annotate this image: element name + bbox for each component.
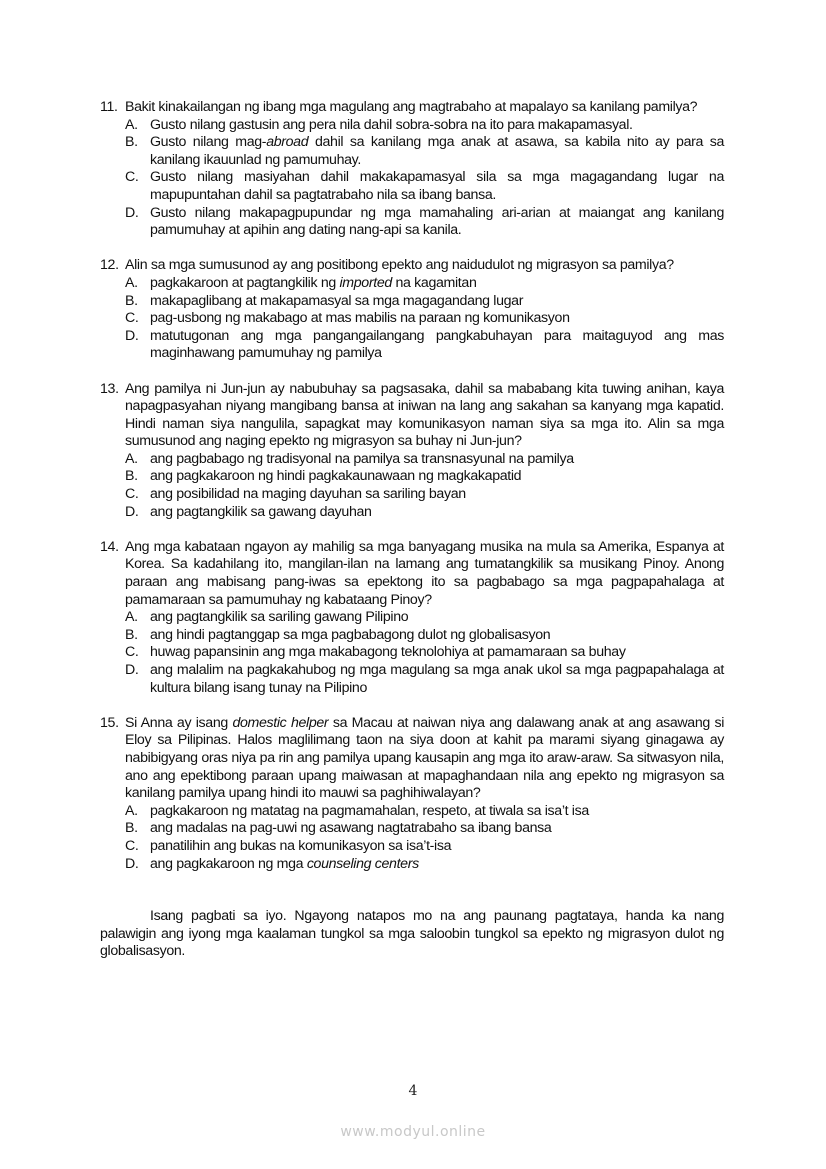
option-text-tail: na kagamitan (391, 274, 477, 291)
option-text: ang pagbabago ng tradisyonal na pamilya sa transnasyunal na pamilya (150, 450, 574, 467)
option-text: panatilihin ang bukas na komunikasyon sa isa’t-isa (150, 837, 452, 854)
option-text: ang pagkakaroon ng mga (150, 855, 307, 872)
option-text-tail: dahil sa kanilang mga anak at asawa, sa kabila nito ay para sa kanilang ikauunlad ng pamumuhay. (150, 134, 724, 168)
option-text: ang hindi pagtanggap sa mga pagbabagong dulot ng globalisasyon (150, 626, 551, 643)
option-a (125, 275, 724, 293)
option-text: ang pagkakaroon ng hindi pagkakaunawaan ng magkakapatid (150, 468, 522, 485)
option-a (125, 803, 724, 821)
question-12 (100, 257, 724, 363)
option-a (125, 117, 724, 135)
question-stem: Ang pamilya ni Jun-jun ay nabubuhay sa pagsasaka, dahil sa mababang kita tuwing anihan, kaya napagpasyahan niyang mangibang bansa at iniwan na lang ang sakahan sa kanyang mga kapatid. Hindi naman siya nangulila, sapagkat may komunikasyon naman siya sa mga ito. Alin sa mga sumusunod ang naging epekto ng migrasyon sa buhay ni Jun-jun? (125, 380, 724, 450)
option-text: ang pagtangkilik sa gawang dayuhan (150, 503, 372, 520)
option-letter: A. (125, 450, 138, 467)
question-number: 13. (100, 380, 119, 397)
option-text: pagkakaroon ng matatag na pagmamahalan, respeto, at tiwala sa isa’t isa (150, 802, 589, 819)
option-emphasis: abroad (266, 134, 309, 151)
option-d (125, 504, 724, 522)
option-c (125, 310, 724, 328)
option-letter: C. (125, 837, 139, 854)
option-letter: B. (125, 468, 138, 485)
option-text: pagkakaroon at pagtangkilik ng (150, 274, 340, 291)
option-letter: D. (125, 327, 139, 344)
option-d (125, 205, 724, 240)
question-11 (100, 99, 724, 240)
option-d (125, 856, 724, 874)
option-letter: B. (125, 626, 138, 643)
question-stem (125, 715, 724, 803)
option-letter: A. (125, 116, 138, 133)
question-15 (100, 715, 724, 873)
option-emphasis: counseling centers (306, 855, 419, 872)
option-a (125, 451, 724, 469)
option-letter: A. (125, 802, 138, 819)
option-d (125, 662, 724, 697)
option-b (125, 134, 724, 169)
option-d (125, 328, 724, 363)
option-letter: C. (125, 644, 139, 661)
option-text: ang malalim na pagkakahubog ng mga magulang sa mga anak ukol sa mga pagpapahalaga at kultura bilang isang tunay na Pilipino (150, 662, 724, 696)
option-a (125, 609, 724, 627)
option-c (125, 644, 724, 662)
option-letter: A. (125, 274, 138, 291)
option-text: makapaglibang at makapamasyal sa mga magagandang lugar (150, 292, 524, 309)
question-14 (100, 539, 724, 697)
question-stem: Ang mga kabataan ngayon ay mahilig sa mga banyagang musika na mula sa Amerika, Espanya at Korea. Sa kadahilang ito, mangilan-ilan na lamang ang tumatangkilik sa musikang Pinoy. Anong paraan ang mabisang pang-iwas sa epektong ito sa pagbabago sa mga pagpapahalaga at pamamaraan sa pamumuhay ng kabataang Pinoy? (125, 538, 724, 608)
stem-text: Si Anna ay isang (125, 714, 233, 731)
option-letter: A. (125, 609, 138, 626)
question-number: 11. (100, 99, 118, 115)
page-number: 4 (408, 1083, 418, 1099)
option-letter: B. (125, 292, 138, 309)
option-emphasis: imported (339, 274, 392, 291)
option-letter: C. (125, 486, 139, 503)
question-number: 14. (100, 538, 119, 555)
option-text: ang madalas na pag-uwi ng asawang nagtatrabaho sa ibang bansa (150, 820, 552, 837)
option-c (125, 169, 724, 204)
option-b (125, 468, 724, 486)
option-c (125, 838, 724, 856)
option-letter: D. (125, 662, 139, 678)
option-letter: B. (125, 134, 138, 151)
stem-text-tail: sa Macau at naiwan niya ang dalawang anak at ang asawang si Eloy sa Pilipinas. Halos maglilimang taon na siya doon at kahit pa marami siyang ginagawa ay nabibigyang oras niya pa rin ang pamilya upang kausapin ang mga ito araw-araw. Sa sitwasyon nila, ano ang epektibong paraan upang maiwasan at mapaghandaan nila ang epekto ng migrasyon sa kanilang pamilya upang hindi ito mauwi sa paghihiwalayan? (125, 714, 724, 802)
option-text: pag-usbong ng makabago at mas mabilis na paraan ng komunikasyon (150, 310, 570, 327)
option-letter: D. (125, 503, 139, 520)
stem-emphasis: domestic helper (232, 714, 329, 731)
option-letter: D. (125, 204, 139, 221)
option-text: Gusto nilang makapagpupundar ng mga mamahaling ari-arian at maiangat ang kanilang pamumuhay at apihin ang dating nang-api sa kanila. (150, 204, 724, 239)
option-text: matutugonan ang mga pangangailangang pangkabuhayan para maitaguyod ang mas maginhawang pamumuhay ng pamilya (150, 327, 724, 362)
option-text: huwag papansinin ang mga makabagong teknolohiya at pamamaraan sa buhay (150, 644, 626, 661)
option-text: ang posibilidad na maging dayuhan sa sariling bayan (150, 486, 466, 503)
question-stem: Alin sa mga sumusunod ay ang positibong epekto ang naidudulot ng migrasyon sa pamilya? (125, 257, 674, 274)
question-number: 12. (100, 257, 119, 274)
option-text: ang pagtangkilik sa sariling gawang Pilipino (150, 609, 409, 626)
document-page (100, 99, 724, 961)
option-b (125, 627, 724, 645)
option-letter: B. (125, 820, 138, 837)
question-13 (100, 381, 724, 522)
question-stem: Bakit kinakailangan ng ibang mga magulang ang magtrabaho at mapalayo sa kanilang pamilya? (125, 99, 698, 115)
closing-paragraph: Isang pagbati sa iyo. Ngayong natapos mo na ang paunang pagtataya, handa ka nang palawigin ang iyong mga kaalaman tungkol sa mga saloobin tungkol sa epekto ng migrasyon dulot ng globalisasyon. (100, 908, 724, 960)
option-text: Gusto nilang gastusin ang pera nila dahil sobra-sobra na ito para makapamasyal. (150, 116, 633, 133)
option-letter: D. (125, 855, 139, 872)
option-text: Gusto nilang masiyahan dahil makakapamasyal sila sa mga magagandang lugar na mapupuntahan dahil sa pagtatrabaho nila sa ibang bansa. (150, 169, 724, 203)
option-b (125, 820, 724, 838)
option-c (125, 486, 724, 504)
option-text: Gusto nilang mag- (150, 134, 267, 151)
question-number: 15. (100, 714, 119, 731)
option-letter: C. (125, 310, 139, 327)
option-letter: C. (125, 169, 139, 186)
option-b (125, 293, 724, 311)
watermark: www.modyul.online (340, 1124, 486, 1140)
